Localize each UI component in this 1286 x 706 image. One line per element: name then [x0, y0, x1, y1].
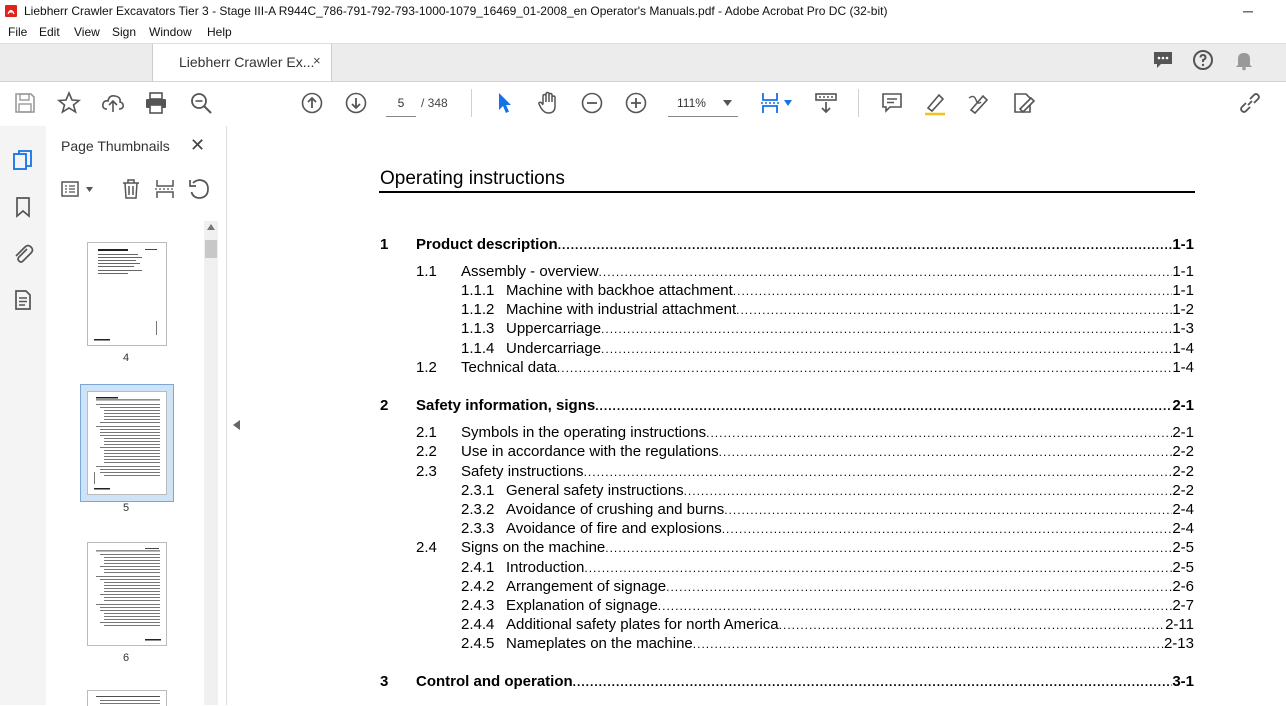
- toc-entry[interactable]: [380, 359, 1194, 377]
- toc-section-number: 2.2: [416, 443, 437, 460]
- toc-section-number: 1.1: [416, 263, 437, 280]
- toc-section-title: Product description: [416, 236, 558, 253]
- toc-leader-dots: [666, 578, 1172, 596]
- rotate-page-icon[interactable]: [187, 177, 211, 201]
- menu-help[interactable]: Help: [207, 25, 232, 39]
- zoom-search-icon[interactable]: [188, 90, 214, 116]
- chevron-down-icon: [723, 100, 732, 106]
- page-number-input[interactable]: 5: [386, 90, 416, 117]
- attachments-paperclip-icon[interactable]: [11, 241, 35, 265]
- toc-section-title: Arrangement of signage: [506, 578, 667, 595]
- toolbar-divider: [471, 89, 472, 117]
- toc-page-number: 2-5: [1172, 559, 1194, 576]
- toc-leader-dots: [595, 397, 1172, 415]
- document-heading: Operating instructions: [380, 168, 565, 189]
- comment-bubble-icon[interactable]: [1151, 48, 1175, 72]
- toc-entry[interactable]: [380, 520, 1194, 538]
- toc-section-title: Safety instructions: [461, 463, 584, 480]
- zoom-in-icon[interactable]: [623, 90, 649, 116]
- toc-page-number: 1-2: [1172, 301, 1194, 318]
- thumbnail-page-number: 5: [122, 502, 130, 514]
- scroll-mode-icon[interactable]: [813, 90, 839, 116]
- toc-section-title: Machine with backhoe attachment: [506, 282, 733, 299]
- toc-page-number: 2-1: [1172, 397, 1194, 414]
- menu-view[interactable]: View: [74, 25, 100, 39]
- page-preview: [88, 691, 166, 706]
- menu-window[interactable]: Window: [149, 25, 192, 39]
- toc-page-number: 2-2: [1172, 443, 1194, 460]
- page-preview: [88, 392, 166, 494]
- zoom-level-select[interactable]: [668, 90, 738, 117]
- chevron-down-icon[interactable]: [86, 187, 93, 192]
- toc-entry[interactable]: [380, 501, 1194, 519]
- toc-page-number: 1-1: [1172, 282, 1194, 299]
- menu-file[interactable]: File: [8, 25, 28, 39]
- zoom-out-icon[interactable]: [579, 90, 605, 116]
- toc-leader-dots: [706, 424, 1172, 442]
- notification-bell-icon[interactable]: [1232, 48, 1256, 72]
- toc-leader-dots: [605, 539, 1172, 557]
- thumbnail-options-icon[interactable]: [60, 177, 84, 201]
- toc-page-number: 1-4: [1172, 359, 1194, 376]
- toc-section-title: Symbols in the operating instructions: [461, 424, 707, 441]
- toc-page-number: 2-7: [1172, 597, 1194, 614]
- page-thumbnails-icon[interactable]: [11, 148, 35, 172]
- document-tab[interactable]: [152, 44, 332, 81]
- toc-section-number: 2.3.3: [461, 520, 495, 537]
- bookmarks-icon[interactable]: [11, 195, 35, 219]
- toc-entry[interactable]: [380, 578, 1194, 596]
- page-preview: [88, 543, 166, 645]
- toc-page-number: 2-11: [1165, 616, 1194, 633]
- upload-cloud-icon[interactable]: [100, 90, 126, 116]
- toc-page-number: 1-1: [1172, 236, 1194, 253]
- extract-pages-icon[interactable]: [153, 177, 177, 201]
- page-thumbnail-7[interactable]: [87, 690, 167, 706]
- window-title: Liebherr Crawler Excavators Tier 3 - Stage III-A R944C_786-791-792-793-1000-1079_16469_01-2008_en Operator's Manuals.pdf - Adobe Acrobat Pro DC (32-bit): [24, 4, 888, 18]
- menu-edit[interactable]: Edit: [39, 25, 60, 39]
- toc-section-number: 1.1.3: [461, 320, 495, 337]
- toc-leader-dots: [658, 597, 1173, 615]
- toc-leader-dots: [584, 559, 1172, 577]
- zoom-level-value: 111%: [677, 96, 706, 110]
- toc-section-number: 2: [380, 397, 389, 414]
- page-preview: [88, 243, 166, 345]
- toc-section-number: 2.3.1: [461, 482, 495, 499]
- toc-page-number: 2-13: [1163, 635, 1194, 652]
- page-thumbnail-5[interactable]: [87, 391, 167, 495]
- toc-page-number: 2-5: [1172, 539, 1194, 556]
- toolbar-divider: [858, 89, 859, 117]
- page-count: / 348: [421, 96, 448, 110]
- toc-leader-dots: [584, 463, 1173, 481]
- scroll-up-arrow-icon[interactable]: [207, 224, 215, 230]
- collapse-left-arrow-icon[interactable]: [233, 420, 240, 430]
- toc-entry[interactable]: [380, 597, 1194, 615]
- toc-page-number: 2-4: [1172, 501, 1194, 518]
- share-link-icon[interactable]: [1237, 90, 1263, 116]
- hand-tool-icon[interactable]: [535, 90, 561, 116]
- toc-section-number: 1.1.2: [461, 301, 495, 318]
- toc-entry[interactable]: [380, 340, 1194, 358]
- thumbnail-page-number: 6: [122, 652, 130, 664]
- toc-leader-dots: [557, 359, 1172, 377]
- toc-section-title: Safety information, signs: [416, 397, 596, 414]
- toc-section-number: 2.3: [416, 463, 437, 480]
- toc-leader-dots: [693, 635, 1164, 653]
- bookmark-star-icon[interactable]: [56, 90, 82, 116]
- toc-page-number: 1-1: [1172, 263, 1194, 280]
- select-cursor-icon[interactable]: [491, 90, 517, 116]
- toc-entry[interactable]: [380, 443, 1194, 461]
- toc-leader-dots: [724, 501, 1172, 519]
- toc-entry[interactable]: [380, 320, 1194, 338]
- toc-section-number: 2.4.2: [461, 578, 495, 595]
- toc-section-title: Additional safety plates for north America: [506, 616, 779, 633]
- scrollbar-thumb[interactable]: [205, 240, 217, 258]
- toc-leader-dots: [736, 301, 1172, 319]
- toc-entry[interactable]: [380, 282, 1194, 300]
- toc-section-title: Avoidance of crushing and burns: [506, 501, 725, 518]
- toc-section-number: 3: [380, 673, 389, 690]
- toc-section-number: 2.3.2: [461, 501, 495, 518]
- minimize-button[interactable]: ─: [1243, 3, 1253, 19]
- toc-entry[interactable]: [380, 539, 1194, 557]
- toc-section-number: 1.2: [416, 359, 437, 376]
- document-tab-label: Liebherr Crawler Ex...: [179, 54, 315, 70]
- toc-page-number: 2-1: [1172, 424, 1194, 441]
- comment-icon[interactable]: [879, 90, 905, 116]
- toc-page-number: 2-2: [1172, 482, 1194, 499]
- toc-leader-dots: [601, 320, 1172, 338]
- fit-page-icon[interactable]: [758, 90, 784, 116]
- toc-section-title: Assembly - overview: [461, 263, 599, 280]
- draw-pen-icon[interactable]: [966, 90, 992, 116]
- toc-leader-dots: [573, 673, 1173, 691]
- toc-page-number: 2-6: [1172, 578, 1194, 595]
- thumbnail-page-number: 4: [122, 352, 130, 364]
- left-navigation-rail: [0, 126, 47, 705]
- panel-title: Page Thumbnails: [61, 138, 170, 154]
- toc-entry[interactable]: [380, 463, 1194, 481]
- document-icon[interactable]: [11, 288, 35, 312]
- page-thumbnail-6[interactable]: [87, 542, 167, 646]
- toc-section-number: 1: [380, 236, 389, 253]
- fill-sign-icon[interactable]: [1010, 90, 1036, 116]
- toc-leader-dots: [601, 340, 1172, 358]
- heading-rule: [379, 191, 1195, 193]
- menu-bar: [0, 22, 1286, 43]
- toc-leader-dots: [779, 616, 1165, 634]
- menu-sign[interactable]: Sign: [112, 25, 137, 39]
- toc-leader-dots: [722, 520, 1173, 538]
- toc-section-number: 2.4.1: [461, 559, 495, 576]
- page-thumbnail-4[interactable]: [87, 242, 167, 346]
- title-bar: [0, 0, 1286, 22]
- toc-entry[interactable]: [380, 263, 1194, 281]
- toc-section-title: Technical data: [461, 359, 557, 376]
- print-icon[interactable]: [143, 90, 169, 116]
- toc-leader-dots: [684, 482, 1173, 500]
- chevron-down-icon[interactable]: [784, 100, 792, 106]
- next-page-icon[interactable]: [343, 90, 369, 116]
- toc-section-title: Undercarriage: [506, 340, 602, 357]
- toc-entry[interactable]: [380, 559, 1194, 577]
- highlight-pen-icon[interactable]: [922, 90, 948, 116]
- toc-section-number: 1.1.1: [461, 282, 495, 299]
- toc-section-title: Use in accordance with the regulations: [461, 443, 719, 460]
- save-icon[interactable]: [12, 90, 38, 116]
- toc-page-number: 1-3: [1172, 320, 1194, 337]
- toc-section-number: 2.4.4: [461, 616, 495, 633]
- toc-section-title: General safety instructions: [506, 482, 684, 499]
- close-tab-icon[interactable]: ×: [313, 53, 321, 68]
- toc-page-number: 1-4: [1172, 340, 1194, 357]
- toc-page-number: 3-1: [1172, 673, 1194, 690]
- toc-section-title: Explanation of signage: [506, 597, 658, 614]
- toc-section-title: Uppercarriage: [506, 320, 602, 337]
- toc-entry[interactable]: [380, 673, 1194, 691]
- toc-section-number: 1.1.4: [461, 340, 495, 357]
- thumbnail-scrollbar[interactable]: [204, 221, 218, 705]
- toc-leader-dots: [733, 282, 1173, 300]
- toc-entry[interactable]: [380, 482, 1194, 500]
- toc-entry[interactable]: [380, 397, 1194, 415]
- toc-leader-dots: [558, 236, 1173, 254]
- toc-entry[interactable]: [380, 616, 1194, 634]
- toc-section-title: Introduction: [506, 559, 585, 576]
- toc-section-title: Control and operation: [416, 673, 573, 690]
- toc-entry[interactable]: [380, 301, 1194, 319]
- toc-section-number: 2.4.3: [461, 597, 495, 614]
- toc-section-title: Signs on the machine: [461, 539, 606, 556]
- toc-entry[interactable]: [380, 236, 1194, 254]
- close-panel-icon[interactable]: ✕: [190, 135, 206, 155]
- toc-leader-dots: [599, 263, 1173, 281]
- toc-page-number: 2-2: [1172, 463, 1194, 480]
- toc-section-title: Avoidance of fire and explosions: [506, 520, 722, 537]
- previous-page-icon[interactable]: [299, 90, 325, 116]
- toc-page-number: 2-4: [1172, 520, 1194, 537]
- help-icon[interactable]: [1191, 48, 1215, 72]
- toc-section-title: Machine with industrial attachment: [506, 301, 737, 318]
- acrobat-icon: [4, 4, 18, 18]
- delete-trash-icon[interactable]: [119, 177, 143, 201]
- toc-section-number: 2.1: [416, 424, 437, 441]
- toc-section-number: 2.4: [416, 539, 437, 556]
- panel-collapse-strip[interactable]: [226, 126, 248, 705]
- toc-entry[interactable]: [380, 424, 1194, 442]
- toc-leader-dots: [719, 443, 1173, 461]
- toc-section-title: Nameplates on the machine: [506, 635, 693, 652]
- toc-section-number: 2.4.5: [461, 635, 495, 652]
- toc-entry[interactable]: [380, 635, 1194, 653]
